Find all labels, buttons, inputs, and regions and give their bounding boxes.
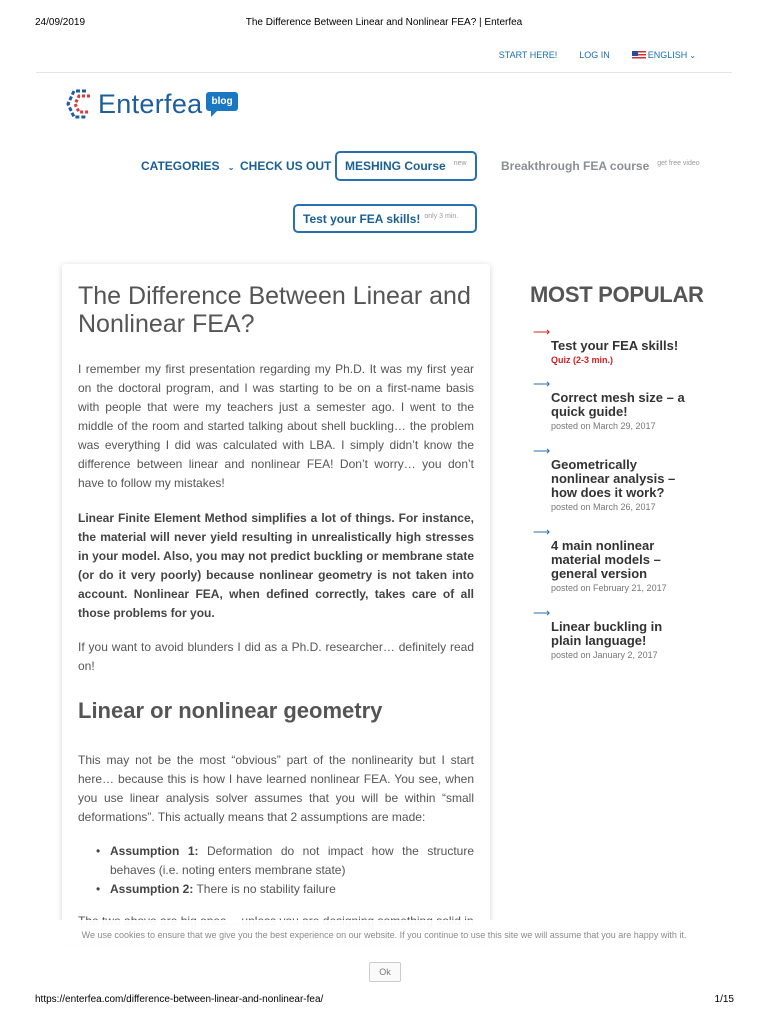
print-page-number: 1/15 (714, 994, 734, 1005)
nav-breakthrough-course[interactable] (501, 159, 700, 173)
popular-item-meta: posted on January 2, 2017 (551, 650, 658, 660)
assumption-2-text: There is no stability failure (193, 882, 336, 896)
popular-item[interactable] (533, 378, 693, 431)
nav-check-us-out[interactable]: CHECK US OUT (240, 159, 332, 173)
popular-item-meta: posted on March 26, 2017 (551, 502, 656, 512)
popular-item[interactable] (533, 607, 693, 660)
arrow-right-icon: ⟶ (533, 525, 551, 539)
list-item (94, 842, 474, 880)
logo-wordmark: Enterfea (98, 88, 203, 119)
article-title: The Difference Between Linear and Nonlinear FEA? (78, 282, 471, 338)
print-url: https://enterfea.com/difference-between-linear-and-nonlinear-fea/ (35, 994, 324, 1005)
cookie-notice-text: We use cookies to ensure that we give you the best experience on our website. If you continue to use this site we will assume that you are happy with it. (81, 930, 687, 940)
header-divider (36, 72, 732, 73)
arrow-right-icon: ⟶ (533, 377, 551, 391)
most-popular-heading: MOST POPULAR (530, 282, 704, 307)
assumption-2-label: Assumption 2: (110, 882, 194, 896)
article-paragraph-summary: Linear Finite Element Method simplifies a lot of things. For instance, the material will never yield resulting in unrealistically high stresses in your model. Also, you may not predict buckling or membrane state (or do it very poorly) because nonlinear geometry is not taken into account. Nonlinear FEA, when defined correctly, takes care of all those problems for you. (78, 511, 474, 620)
popular-item-title: Test your FEA skills! (551, 338, 679, 353)
print-page-title: The Difference Between Linear and Nonlinear FEA? | Enterfea (245, 17, 523, 28)
site-logo[interactable] (64, 84, 238, 124)
chevron-down-icon: ⌄ (689, 50, 696, 60)
quiz-duration-tag: only 3 min. (424, 213, 459, 220)
popular-item-meta: posted on March 29, 2017 (551, 421, 656, 431)
popular-item[interactable] (533, 326, 693, 365)
start-here-link[interactable]: START HERE! (498, 50, 558, 60)
login-link[interactable]: LOG IN (579, 50, 610, 60)
popular-item-meta: posted on February 21, 2017 (551, 583, 667, 593)
assumption-1-label: Assumption 1: (110, 844, 199, 858)
main-navigation (0, 151, 768, 181)
breakthrough-label: Breakthrough FEA course (501, 159, 650, 173)
nav-categories[interactable] (141, 159, 235, 173)
arrow-right-icon: ⟶ (533, 606, 551, 620)
popular-item-meta: Quiz (2-3 min.) (551, 355, 614, 365)
nav-categories-label: CATEGORIES (141, 159, 220, 173)
fea-quiz-button[interactable] (293, 204, 477, 233)
us-flag-icon (632, 51, 646, 60)
arrow-right-icon: ⟶ (533, 444, 551, 458)
popular-item-title: 4 main nonlinear material models – general version (551, 538, 661, 581)
chevron-down-icon: ⌄ (227, 163, 235, 172)
nav-meshing-course-button[interactable] (335, 151, 477, 181)
article-paragraph-geometry: This may not be the most “obvious” part of the nonlinearity but I start here… because this is how I have learned nonlinear FEA. You see, when you use linear analysis solver assumes that you will be within “small deformations”. This actually means that 2 assumptions are made: (78, 753, 474, 824)
language-selector[interactable] (632, 50, 696, 60)
top-utility-bar (499, 48, 696, 62)
assumption-1-text: Deformation do not impact how the structure behaves (i.e. noting enters membrane state) (110, 844, 475, 877)
list-item (94, 880, 474, 899)
article-paragraph-readon: If you want to avoid blunders I did as a Ph.D. researcher… definitely read on! (78, 640, 474, 673)
section-heading: Linear or nonlinear geometry (78, 698, 383, 723)
meshing-new-tag: new (453, 160, 467, 167)
article-paragraph-intro: I remember my first presentation regarding my Ph.D. It was my first year on the doctoral program, and I was starting to be on a first-name basis with people that were my teachers just a semester ago. I went to the middle of the room and started talking about shell buckling… the problem was everything I did was calculated with LBA. I simply didn’t know the difference between linear and nonlinear FEA! Don’t worry… you don’t have to follow my mistakes! (78, 362, 474, 490)
quiz-label: Test your FEA skills! (303, 212, 421, 226)
assumptions-list (94, 842, 474, 899)
popular-item[interactable] (533, 445, 693, 512)
popular-item-title: Correct mesh size – a quick guide! (551, 390, 685, 419)
language-label: ENGLISH (647, 50, 688, 60)
breakthrough-tag: get free video (657, 160, 700, 167)
print-header (0, 17, 768, 31)
popular-item[interactable] (533, 526, 693, 593)
print-date: 24/09/2019 (35, 17, 86, 28)
popular-item-title: Geometrically nonlinear analysis – how does it work? (551, 457, 676, 500)
cookie-banner (0, 920, 768, 986)
popular-item-title: Linear buckling in plain language! (551, 619, 663, 648)
meshing-course-label: MESHING Course (345, 159, 446, 173)
logo-blog-badge: blog (206, 92, 237, 111)
cookie-ok-button[interactable]: Ok (369, 962, 401, 982)
enterfea-mark-icon (64, 88, 94, 120)
article-card (62, 264, 490, 944)
arrow-right-icon: ⟶ (533, 325, 551, 339)
